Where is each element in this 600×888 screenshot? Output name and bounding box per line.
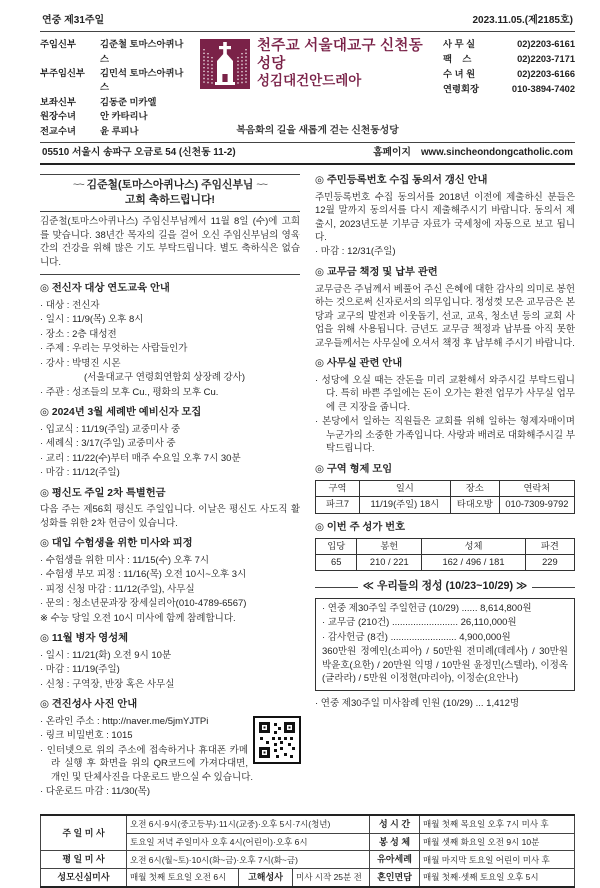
column-header: 구역: [316, 481, 360, 497]
table-row: [41, 869, 575, 887]
list-item: · 다운로드 마감 : 11/30(목): [40, 786, 150, 798]
section-title: ◎ 견진성사 사진 안내: [40, 699, 138, 711]
contact-row: [443, 82, 575, 97]
schedule-key: 고해성사: [239, 869, 293, 887]
staff-name: 김동준 미카엘: [100, 96, 157, 107]
contact-label: 팩 스: [443, 54, 472, 65]
homepage-link[interactable]: www.sincheondongcatholic.com: [420, 147, 573, 159]
section-title: ◎ 평신도 주일 2차 특별헌금: [40, 487, 166, 499]
section-church-dues: [315, 266, 575, 350]
offering-donors: 360만원 정예인(소피아) / 50만원 전미례(데레사) / 30만원 박윤호(요한) / 20만원 익명 / 10만원 윤정민(스텔라), 이정옥(글라라) / 5만원 이정현(마리아), 이정순(요안나): [322, 646, 568, 685]
section-hymn-numbers: [315, 521, 575, 572]
divider-line: [315, 587, 358, 588]
list-item: · 본당에서 일하는 직원들은 교회를 위해 일하는 형제자매이며 누군가의 소중한 가족입니다. 사랑과 배려로 대화해주시길 부탁드립니다.: [315, 416, 575, 455]
staff-row: [40, 95, 192, 109]
staff-role: 보좌신부: [40, 96, 76, 107]
section-title: ◎ 교무금 책정 및 납부 관련: [315, 266, 438, 278]
staff-name: 김준철 토마스아퀴나스: [100, 39, 184, 64]
contact-value: 010-3894-7402: [511, 83, 575, 94]
table-header-row: [316, 539, 575, 555]
staff-list: [40, 37, 192, 138]
column-header: 일시: [360, 481, 451, 497]
list-item: · 링크 비밀번호 : 1015: [40, 730, 133, 742]
table-cell: 타대오방: [450, 497, 499, 513]
section-confirmation-photos: [40, 698, 300, 799]
contact-label: 사 무 실: [443, 39, 476, 50]
schedule-value: 매월 첫째·셋째 토요일 오후 5시: [420, 869, 575, 887]
section-title: ◎ 주민등록번호 수집 동의서 갱신 안내: [315, 174, 488, 186]
table-row: [41, 851, 575, 869]
contact-row: [443, 37, 575, 52]
section-office-notice: [315, 357, 575, 456]
section-yeondo-education: [40, 282, 300, 399]
list-item: · 일시 : 11/21(화) 오전 9시 10분: [40, 649, 172, 661]
contact-value: 02)2203-6161: [517, 39, 575, 50]
staff-name: 윤 루피나: [100, 125, 139, 136]
list-item: · 피정 신청 마감 : 11/12(주일), 사무실: [40, 583, 195, 595]
table-cell: 162 / 496 / 181: [422, 555, 526, 571]
table-row: [316, 497, 575, 513]
list-item: · 대상 : 전신자: [40, 299, 100, 311]
schedule-key: 봉 성 체: [370, 833, 420, 851]
issue-label: 2023.11.05.(제2185호): [472, 15, 573, 26]
church-brand: [200, 37, 435, 138]
section-laity-sunday: [40, 487, 300, 531]
church-slogan: 복음화의 길을 새롭게 걷는 신천동성당: [236, 125, 399, 137]
right-column: [315, 174, 575, 805]
list-item: · 주관 : 성조들의 모후 Cu., 평화의 모후 Cu.: [40, 386, 219, 398]
featured-notice: [40, 174, 300, 275]
section-title: ◎ 대입 수험생을 위한 미사와 피정: [40, 538, 193, 550]
list-item: · 장소 : 2층 대성전: [40, 328, 117, 340]
column-header: 봉헌: [357, 539, 422, 555]
list-item: · 일시 : 11/9(목) 오후 8시: [40, 314, 144, 326]
list-item: · 강사 : 박명진 시몬: [40, 357, 121, 369]
left-column: [40, 174, 300, 805]
list-item: · 마감 : 11/12(주일): [40, 467, 120, 479]
district-meeting-table: [315, 480, 575, 513]
offerings-box: [315, 598, 575, 691]
church-address: 05510 서울시 송파구 오금로 54 (신천동 11-2): [42, 147, 236, 159]
list-item: · 성당에 오실 때는 잔돈을 미리 교환해서 와주시길 부탁드립니다. 특히 바쁜 주일에는 돈이 오가는 환전 업무가 사무실 업무에 큰 지장을 줍니다.: [315, 374, 575, 413]
section-catechumen-recruit: [40, 406, 300, 480]
mass-attendance: · 연중 제30주일 미사참례 인원 (10/29) ... 1,412명: [315, 697, 520, 709]
offering-line: · 연중 제30주일 주일헌금 (10/29) ...... 8,614,800원: [322, 602, 532, 614]
table-cell: 파크7: [316, 497, 360, 513]
list-item: · 세례식 : 3/17(주일) 교중미사 중: [40, 438, 176, 450]
schedule-key: 성 시 간: [370, 815, 420, 833]
table-header-row: [316, 481, 575, 497]
section-title: ◎ 2024년 3월 세례반 예비신자 모집: [40, 407, 202, 419]
top-row: [40, 14, 575, 31]
list-item: · 수험생 부모 피정 : 11/16(목) 오전 10시~오후 3시: [40, 569, 247, 581]
offering-line: · 교무금 (210건) ......................... 26,110,000원: [322, 617, 517, 629]
staff-name: 안 카타리나: [100, 111, 148, 122]
staff-row: [40, 66, 192, 95]
schedule-value: 매월 셋째 화요일 오전 9시 10분: [420, 833, 575, 851]
staff-role: 주임신부: [40, 39, 76, 50]
featured-title: ~~ 김준철(토마스아퀴나스) 주임신부님 ~~ 고희 축하드립니다!: [40, 178, 300, 212]
section-body: 다음 주는 제56회 평신도 주일입니다. 이날은 평신도 사도직 활성화를 위한 2차 헌금이 있습니다.: [40, 504, 300, 529]
section-exam-mass: [40, 537, 300, 625]
contact-label: 연령회장: [443, 83, 479, 94]
list-item-sub: (서울대교구 연령회연합회 상장례 강사): [84, 372, 246, 384]
decoration-left: ~~: [73, 178, 84, 191]
list-item-note: ※ 수능 당일 오전 10시 미사에 함께 참례합니다.: [40, 612, 236, 624]
mass-time: 오전 6시(월~토)·10시(화~금)·오후 7시(화~금): [127, 851, 370, 869]
church-name-line2: 성김대건안드레아: [257, 73, 362, 89]
church-name-line1: 천주교 서울대교구 신천동성당: [257, 38, 424, 73]
list-item: · 신청 : 구역장, 반장 혹은 사무실: [40, 678, 175, 690]
list-item[interactable]: · 온라인 주소 : http://naver.me/5jmYJTPi: [40, 715, 209, 727]
staff-name: 김민석 토마스아퀴나스: [100, 68, 184, 93]
column-header: 장소: [450, 481, 499, 497]
decoration-right: ~~: [256, 178, 267, 191]
section-title: ◎ 전신자 대상 연도교육 안내: [40, 283, 170, 295]
section-offerings: [315, 579, 575, 710]
staff-row: [40, 124, 192, 138]
table-cell: 11/19(주일) 18시: [360, 497, 451, 513]
qr-code: [254, 717, 300, 763]
list-item: · 교리 : 11/22(수)부터 매주 수요일 오후 7시 30분: [40, 452, 241, 464]
table-row: [41, 815, 575, 833]
staff-row: [40, 37, 192, 66]
offerings-header: [315, 579, 575, 594]
featured-body: 김준철(토마스아퀴나스) 주임신부님께서 11월 8일 (수)에 고희를 맞습니다. 38년간 목자의 길을 걸어 오신 주임신부님의 영육간의 건강을 위해 많은 기도 부탁드립니다. 별도 축하식은 없습니다.: [40, 216, 300, 268]
mass-type: 주 일 미 사: [41, 815, 127, 851]
list-item: · 주제 : 우리는 무엇하는 사람들인가: [40, 343, 188, 355]
table-cell: 65: [316, 555, 357, 571]
table-cell: 229: [525, 555, 574, 571]
list-item: · 마감 : 11/19(주일): [40, 664, 120, 676]
staff-role: 전교수녀: [40, 125, 76, 136]
divider-line: [532, 587, 575, 588]
staff-role: 부주임신부: [40, 68, 85, 78]
contact-row: [443, 67, 575, 82]
mass-time: 매월 첫째 토요일 오전 6시: [127, 869, 239, 887]
table-cell: 010-7309-9792: [499, 497, 574, 513]
offerings-title: ≪ 우리들의 정성 (10/23~10/29) ≫: [362, 580, 528, 593]
table-row: [316, 555, 575, 571]
mass-schedule-table: [40, 814, 575, 888]
column-header: 파견: [525, 539, 574, 555]
mass-type: 성모신심미사: [41, 869, 127, 887]
hymn-table: [315, 538, 575, 571]
staff-role: 원장수녀: [40, 111, 76, 122]
section-resident-id-consent: [315, 174, 575, 259]
section-body: 주민등록번호 수집 동의서를 2018년 이전에 제출하신 분들은 12월 말까지 동의서를 다시 제출해주시기 바랍니다. 동의서 제출시, 2023년도분 기부금 자료가 국세청에 자동으로 보고 됩니다.: [315, 191, 575, 243]
table-cell: 210 / 221: [357, 555, 422, 571]
column-header: 성체: [422, 539, 526, 555]
contact-value: 02)2203-7171: [517, 54, 575, 65]
column-header: 입당: [316, 539, 357, 555]
column-header: 연락처: [499, 481, 574, 497]
address-row: [40, 143, 575, 165]
list-item: · 수험생을 위한 미사 : 11/15(수) 오후 7시: [40, 554, 210, 566]
contact-value: 02)2203-6166: [517, 68, 575, 79]
church-name: [257, 37, 435, 90]
mass-time: 토요일 저녁 주일미사 오후 4시(어린이)·오후 6시: [127, 833, 370, 851]
contact-row: [443, 52, 575, 67]
section-title: ◎ 이번 주 성가 번호: [315, 521, 406, 533]
list-item: · 입교식 : 11/19(주일) 교중미사 중: [40, 423, 181, 435]
list-item: · 문의 : 청소년문과장 장세실리아(010-4789-6567): [40, 598, 247, 610]
schedule-value: 매월 마지막 토요일 어린이 미사 후: [420, 851, 575, 869]
schedule-value: 매월 첫째 목요일 오후 7시 미사 후: [420, 815, 575, 833]
schedule-key: 유아세례: [370, 851, 420, 869]
schedule-key: 혼인면담: [370, 869, 420, 887]
contact-label: 수 녀 원: [443, 68, 476, 79]
section-sick-communion: [40, 632, 300, 691]
church-logo-icon: [200, 39, 250, 89]
week-label: 연중 제31주일: [42, 15, 105, 26]
mass-type: 평 일 미 사: [41, 851, 127, 869]
section-title: ◎ 11월 병자 영성체: [40, 633, 129, 645]
homepage-label: 홈페이지: [373, 147, 411, 159]
schedule-value: 미사 시작 25분 전: [293, 869, 370, 887]
section-district-meeting: [315, 463, 575, 514]
masthead: [40, 31, 575, 143]
offering-line: · 감사헌금 (8건) ......................... 4,900,000원: [322, 631, 511, 643]
mass-time: 오전 6시·9시(중고등부)·11시(교중)·오후 5시·7시(청년): [127, 815, 370, 833]
list-item: · 인터넷으로 위의 주소에 접속하거나 휴대폰 카메라 실행 후 화면을 위의 QR코드에 가져다대면, 개인 및 단체사진을 다운로드 받으실 수 있습니다.: [40, 744, 254, 783]
section-body: 교무금은 주님께서 베풀어 주신 은혜에 대한 감사의 의미로 봉헌하는 것으로써 신자로서의 의무입니다. 정성껏 모은 교무금은 본당과 교구의 발전과 이웃돕기, 선교, 교육, 청소년 등의 교회 사업을 위해 사용됩니다. 금년도 교무금 책정과 납부를 아직 못한 교우들께서는 사무실에 오셔서 책정 후 납부해 주시기 바랍니다.: [315, 283, 575, 349]
staff-row: [40, 109, 192, 123]
section-title: ◎ 구역 형제 모임: [315, 463, 393, 475]
contact-list: [443, 37, 575, 138]
list-item: · 마감 : 12/31(주일): [315, 246, 396, 258]
section-title: ◎ 사무실 관련 안내: [315, 358, 403, 369]
